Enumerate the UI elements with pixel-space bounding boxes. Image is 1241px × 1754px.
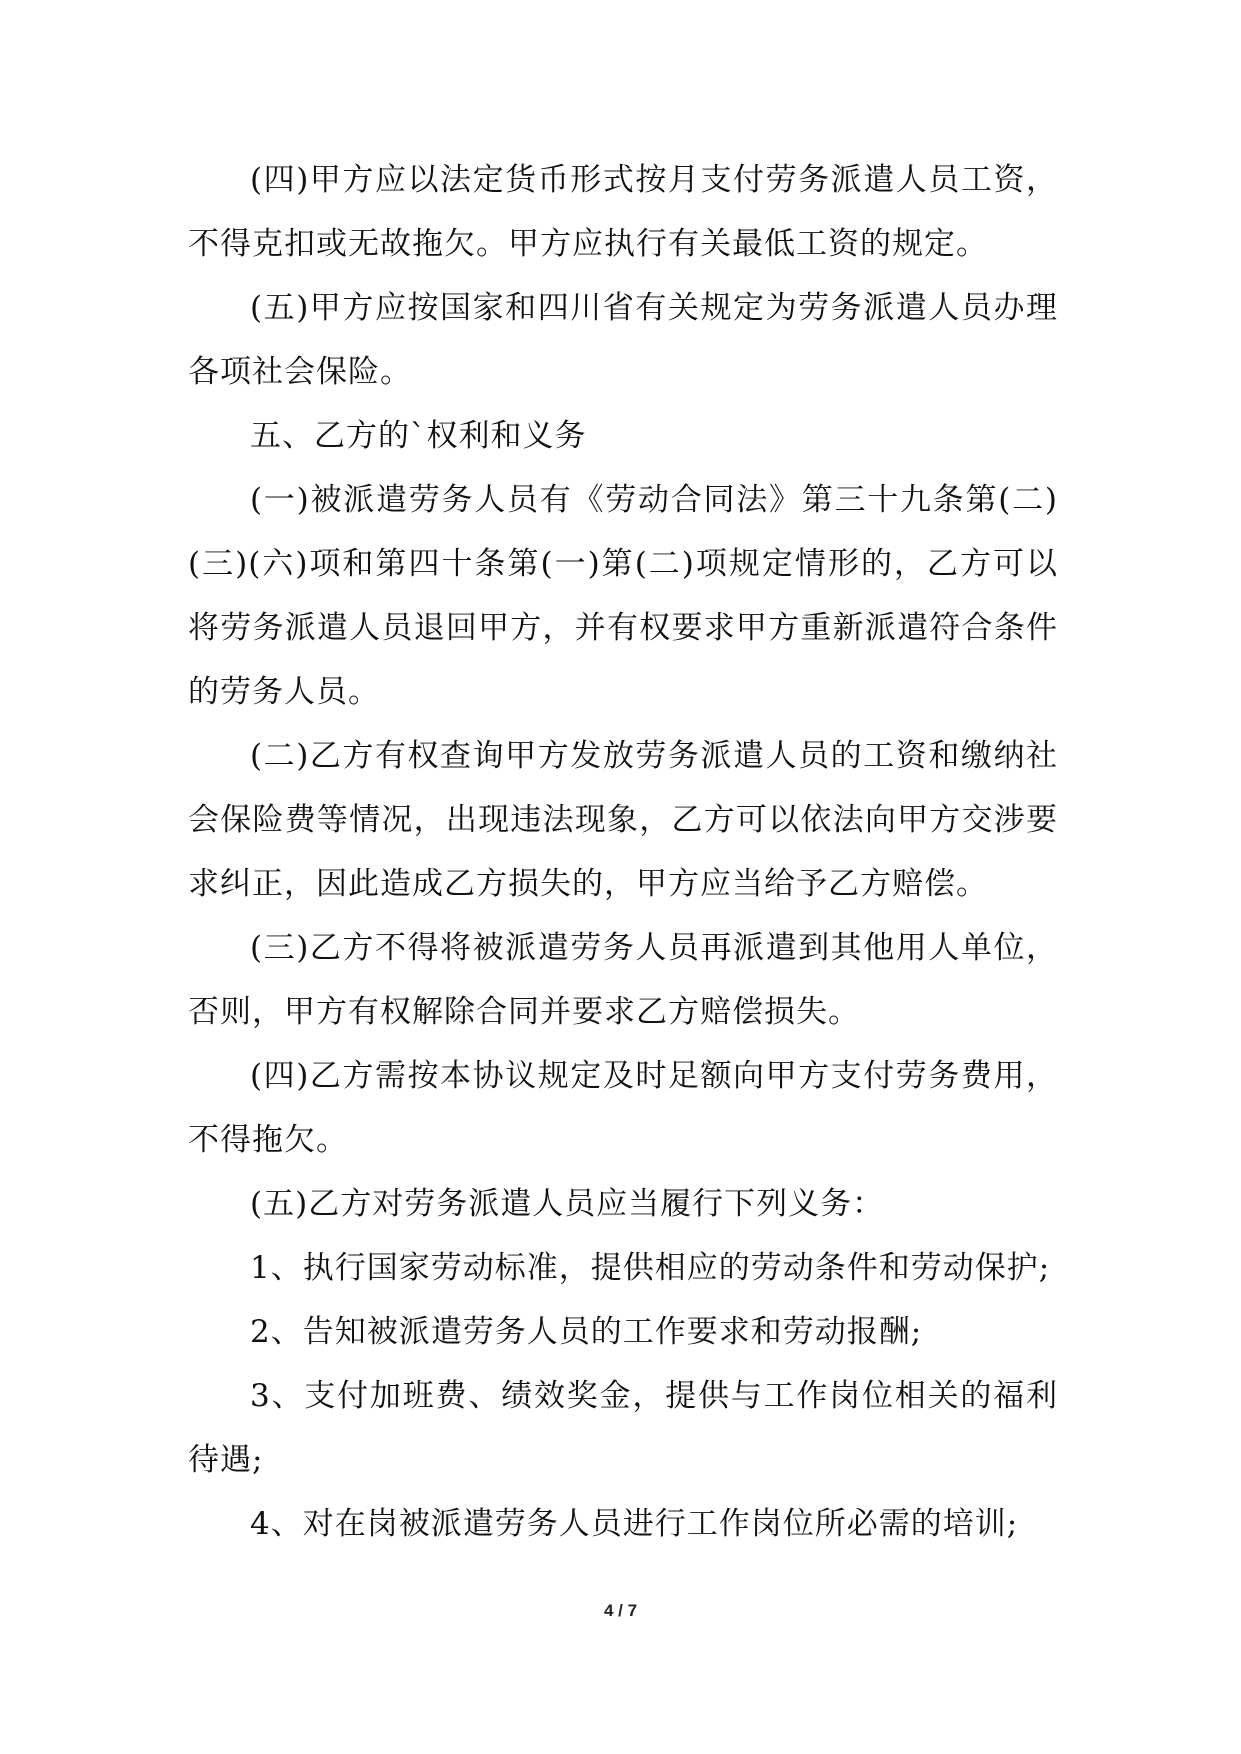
paragraph: (五)乙方对劳务派遣人员应当履行下列义务： (250, 1186, 885, 1222)
paragraph: (二)乙方有权查询甲方发放劳务派遣人员的工资和缴纳社会保险费等情况，出现违法现象，乙方可以依法向甲方交涉要求纠正，因此造成乙方损失的，甲方应当给予乙方赔偿。 (188, 738, 1058, 902)
list-item: 4、对在岗被派遣劳务人员进行工作岗位所必需的培训; (250, 1506, 1019, 1542)
page-number: 4 / 7 (603, 1601, 638, 1620)
paragraph: (四)甲方应以法定货币形式按月支付劳务派遣人员工资，不得克扣或无故拖欠。甲方应执行有关最低工资的规定。 (188, 162, 1058, 262)
list-item: 3、支付加班费、绩效奖金，提供与工作岗位相关的福利待遇; (188, 1378, 1058, 1478)
paragraph: (四)乙方需按本协议规定及时足额向甲方支付劳务费用，不得拖欠。 (188, 1058, 1058, 1158)
paragraph: (三)乙方不得将被派遣劳务人员再派遣到其他用人单位，否则，甲方有权解除合同并要求乙方赔偿损失。 (188, 930, 1058, 1030)
paragraph: (一)被派遣劳务人员有《劳动合同法》第三十九条第(二)(三)(六)项和第四十条第(一)第(二)项规定情形的，乙方可以将劳务派遣人员退回甲方，并有权要求甲方重新派遣符合条件的劳务人员。 (188, 482, 1058, 710)
document-body (188, 148, 1058, 1556)
list-item: 1、执行国家劳动标准，提供相应的劳动条件和劳动保护; (250, 1250, 1051, 1286)
section-heading: 五、乙方的`权利和义务 (250, 418, 587, 454)
list-item: 2、告知被派遣劳务人员的工作要求和劳动报酬; (250, 1314, 923, 1350)
paragraph: (五)甲方应按国家和四川省有关规定为劳务派遣人员办理各项社会保险。 (188, 290, 1058, 390)
